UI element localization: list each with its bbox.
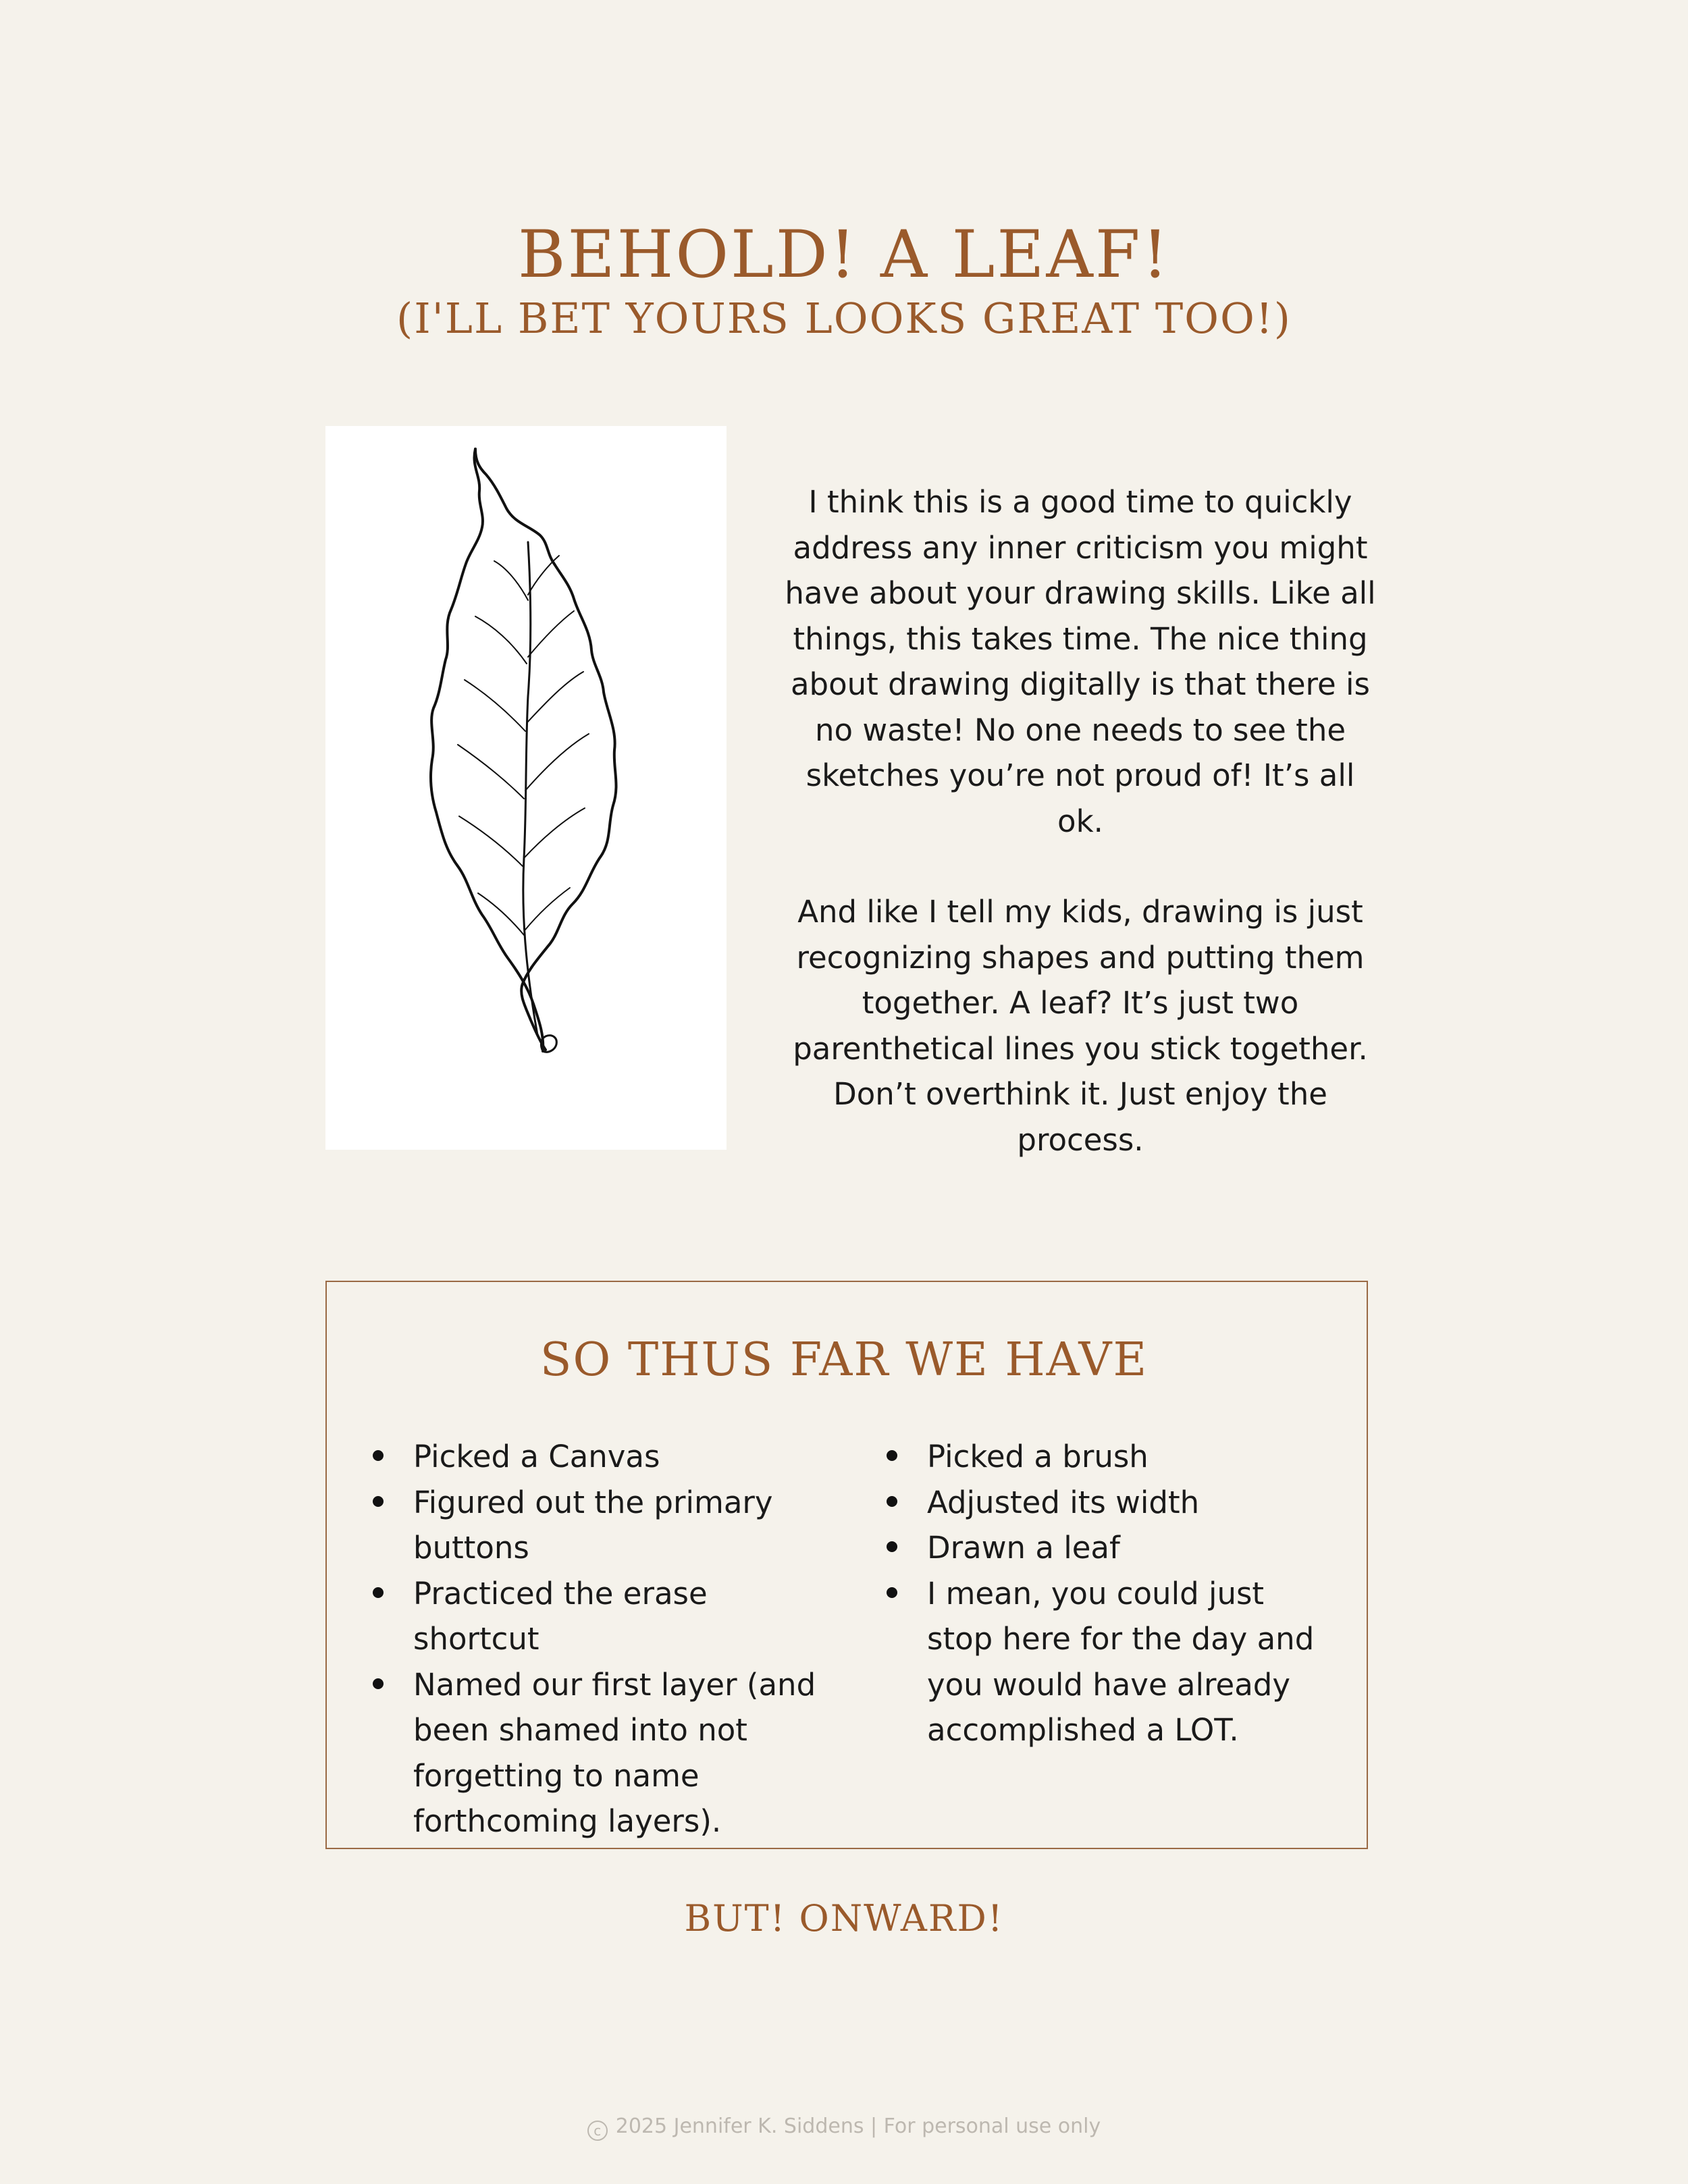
footer [0, 2113, 1688, 2141]
bullet-icon [373, 1678, 384, 1689]
footer-text: 2025 Jennifer K. Siddens | For personal use only [615, 2114, 1101, 2138]
list-item [887, 1434, 1319, 1480]
leaf-illustration [325, 426, 727, 1150]
list-item-text: Named our first layer (and been shamed into not forgetting to name forthcoming layers). [413, 1666, 816, 1839]
bullet-icon [887, 1496, 897, 1507]
bullet-icon [373, 1450, 384, 1461]
list-item [373, 1662, 818, 1844]
copyright-icon: c [587, 2121, 608, 2141]
list-item [373, 1434, 818, 1480]
list-item-text: I mean, you could just stop here for the day and you would have already accomplished a LOT. [927, 1575, 1315, 1748]
list-item-text: Picked a brush [927, 1439, 1149, 1474]
bullet-icon [373, 1587, 384, 1598]
bullet-icon [373, 1496, 384, 1507]
list-item-text: Figured out the primary buttons [413, 1484, 773, 1566]
list-item [373, 1480, 818, 1571]
list-item-text: Picked a Canvas [413, 1439, 660, 1474]
intro-text [783, 479, 1377, 1163]
list-item [887, 1480, 1319, 1526]
list-item [887, 1525, 1319, 1571]
intro-paragraph: And like I tell my kids, drawing is just recognizing shapes and putting them together. A leaf? It’s just two parenthetical lines you stick together. Don’t overthink it. Just enjoy the process. [793, 894, 1368, 1158]
leaf-drawing-icon [325, 426, 727, 1150]
summary-list-left [373, 1434, 818, 1844]
list-item-text: Adjusted its width [927, 1484, 1200, 1520]
page-title: BEHOLD! A LEAF! [517, 217, 1171, 292]
list-item [373, 1571, 818, 1662]
list-item [887, 1571, 1319, 1753]
closing-heading: BUT! ONWARD! [684, 1897, 1004, 1940]
bullet-icon [887, 1587, 897, 1598]
list-item-text: Drawn a leaf [927, 1530, 1120, 1566]
intro-paragraph: I think this is a good time to quickly address any inner criticism you might have about your drawing skills. Like all things, this takes time. The nice thing about drawing digitally is that there is no waste! No one needs to see the sketches you’re not proud of! It’s all ok. [785, 484, 1376, 839]
page-subtitle: (I'LL BET YOURS LOOKS GREAT TOO!) [396, 294, 1292, 343]
bullet-icon [887, 1450, 897, 1461]
summary-title: SO THUS FAR WE HAVE [539, 1333, 1149, 1387]
summary-list-right [887, 1434, 1319, 1753]
bullet-icon [887, 1541, 897, 1552]
list-item-text: Practiced the erase shortcut [413, 1575, 708, 1657]
